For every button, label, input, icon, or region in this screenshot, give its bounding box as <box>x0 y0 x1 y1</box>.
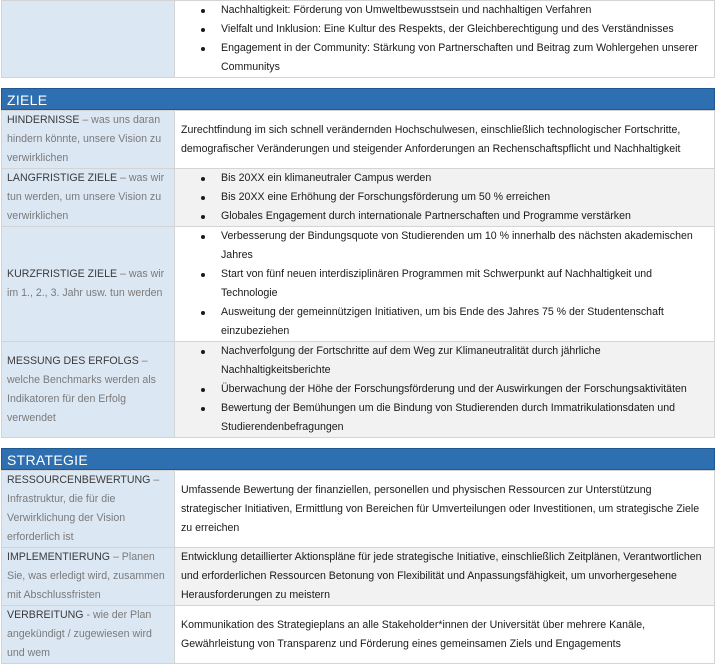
ziele-table <box>1 110 715 438</box>
row-label-desc: – welche Benchmarks werden als Indikatoren für den Erfolg verwendet <box>7 354 156 424</box>
list-item: Bewertung der Bemühungen um die Bindung von Studierenden durch Immatrikulationsdaten und Studierendenbefragungen <box>221 399 706 437</box>
strategie-table <box>1 470 715 664</box>
row-label <box>2 548 175 606</box>
values-table <box>1 0 715 78</box>
table-row-langfristige-ziele <box>2 169 715 227</box>
row-label-bold: VERBREITUNG <box>7 609 84 621</box>
table-row-implementierung <box>2 548 715 606</box>
table-row-ressourcenbewertung <box>2 471 715 548</box>
row-label-desc: – Infrastruktur, die für die Verwirklichung der Vision erforderlich ist <box>7 474 160 543</box>
list-item: Start von fünf neuen interdisziplinären Programmen mit Schwerpunkt auf Nachhaltigkeit und Technologie <box>221 265 706 303</box>
list-item: Ausweitung der gemeinnützigen Initiativen, um bis Ende des Jahres 75 % der Studentenschaft einzubeziehen <box>221 303 706 341</box>
table-row-hindernisse <box>2 111 715 169</box>
values-content-cell <box>175 1 715 78</box>
values-label-cell <box>2 1 175 78</box>
list-item: Nachhaltigkeit: Förderung von Umweltbewusstsein und nachhaltigen Verfahren <box>221 1 706 20</box>
row-content: Umfassende Bewertung der finanziellen, personellen und physischen Ressourcen zur Unterstützung strategischer Initiativen, Ermittlung von Bereichen für Umverteilungen oder Investitionen, um strategische Ziele zu erreichen <box>175 471 715 548</box>
row-content: Zurechtfindung im sich schnell verändernden Hochschulwesen, einschließlich technologischer Fortschritte, demografischer Veränderungen und steigender Anforderungen an Rechenschaftspflicht und Nachhaltigkeit <box>175 111 715 169</box>
row-label-desc: – was wir im 1., 2., 3. Jahr usw. tun werden <box>7 268 165 299</box>
row-label-bold: KURZFRISTIGE ZIELE <box>7 268 118 280</box>
section-header-strategie: STRATEGIE <box>1 448 715 470</box>
row-label-bold: IMPLEMENTIERUNG <box>7 551 111 563</box>
row-label-desc: – Planen Sie, was erledigt wird, zusammen mit Abschlussfristen <box>7 551 165 601</box>
bullet-list <box>181 227 706 341</box>
row-label <box>2 471 175 548</box>
row-content <box>175 169 715 227</box>
row-content <box>175 227 715 342</box>
list-item: Bis 20XX ein klimaneutraler Campus werden <box>221 169 706 188</box>
bullet-list <box>181 342 706 437</box>
row-label-bold: RESSOURCENBEWERTUNG <box>7 474 151 486</box>
table-row-messung-des-erfolgs <box>2 342 715 438</box>
row-content <box>175 342 715 438</box>
row-label-desc: – was uns daran hindern könnte, unsere Vision zu verwirklichen <box>7 114 162 164</box>
list-item: Verbesserung der Bindungsquote von Studierenden um 10 % innerhalb des nächsten akademischen Jahres <box>221 227 706 265</box>
row-label-bold: LANGFRISTIGE ZIELE <box>7 172 118 184</box>
bullet-list <box>181 169 706 226</box>
values-list <box>181 1 706 77</box>
list-item: Globales Engagement durch internationale Partnerschaften und Programme verstärken <box>221 207 706 226</box>
row-label-desc: – was wir tun werden, um unsere Vision zu verwirklichen <box>7 172 165 222</box>
list-item: Vielfalt und Inklusion: Eine Kultur des Respekts, der Gleichberechtigung und des Verständnisses <box>221 20 706 39</box>
list-item: Engagement in der Community: Stärkung von Partnerschaften und Beitrag zum Wohlergehen unserer Communitys <box>221 39 706 77</box>
row-content: Kommunikation des Strategieplans an alle Stakeholder*innen der Universität über mehrere Kanäle, Gewährleistung von Transparenz und Förderung eines gemeinsamen Ziels und Engagements <box>175 606 715 664</box>
row-label-bold: MESSUNG DES ERFOLGS <box>7 354 139 367</box>
table-row-verbreitung <box>2 606 715 664</box>
row-label <box>2 227 175 342</box>
row-label-desc: - wie der Plan angekündigt / zugewiesen wird und wem <box>7 609 152 659</box>
row-label <box>2 606 175 664</box>
list-item: Nachverfolgung der Fortschritte auf dem Weg zur Klimaneutralität durch jährliche Nachhaltigkeitsberichte <box>221 342 706 380</box>
table-row-kurzfristige-ziele <box>2 227 715 342</box>
row-label <box>2 169 175 227</box>
row-content: Entwicklung detaillierter Aktionspläne für jede strategische Initiative, einschließlich Zeitplänen, Verantwortlichen und erforderlichen Ressourcen Betonung von Flexibilität und Anpassungsfähigkeit, um unvorhergesehene Herausforderungen zu meistern <box>175 548 715 606</box>
section-header-ziele: ZIELE <box>1 88 715 110</box>
list-item: Bis 20XX eine Erhöhung der Forschungsförderung um 50 % erreichen <box>221 188 706 207</box>
list-item: Überwachung der Höhe der Forschungsförderung und der Auswirkungen der Forschungsaktivitäten <box>221 380 706 399</box>
values-row <box>2 1 715 78</box>
row-label-bold: HINDERNISSE <box>7 114 80 126</box>
row-label <box>2 111 175 169</box>
row-label <box>2 342 175 438</box>
